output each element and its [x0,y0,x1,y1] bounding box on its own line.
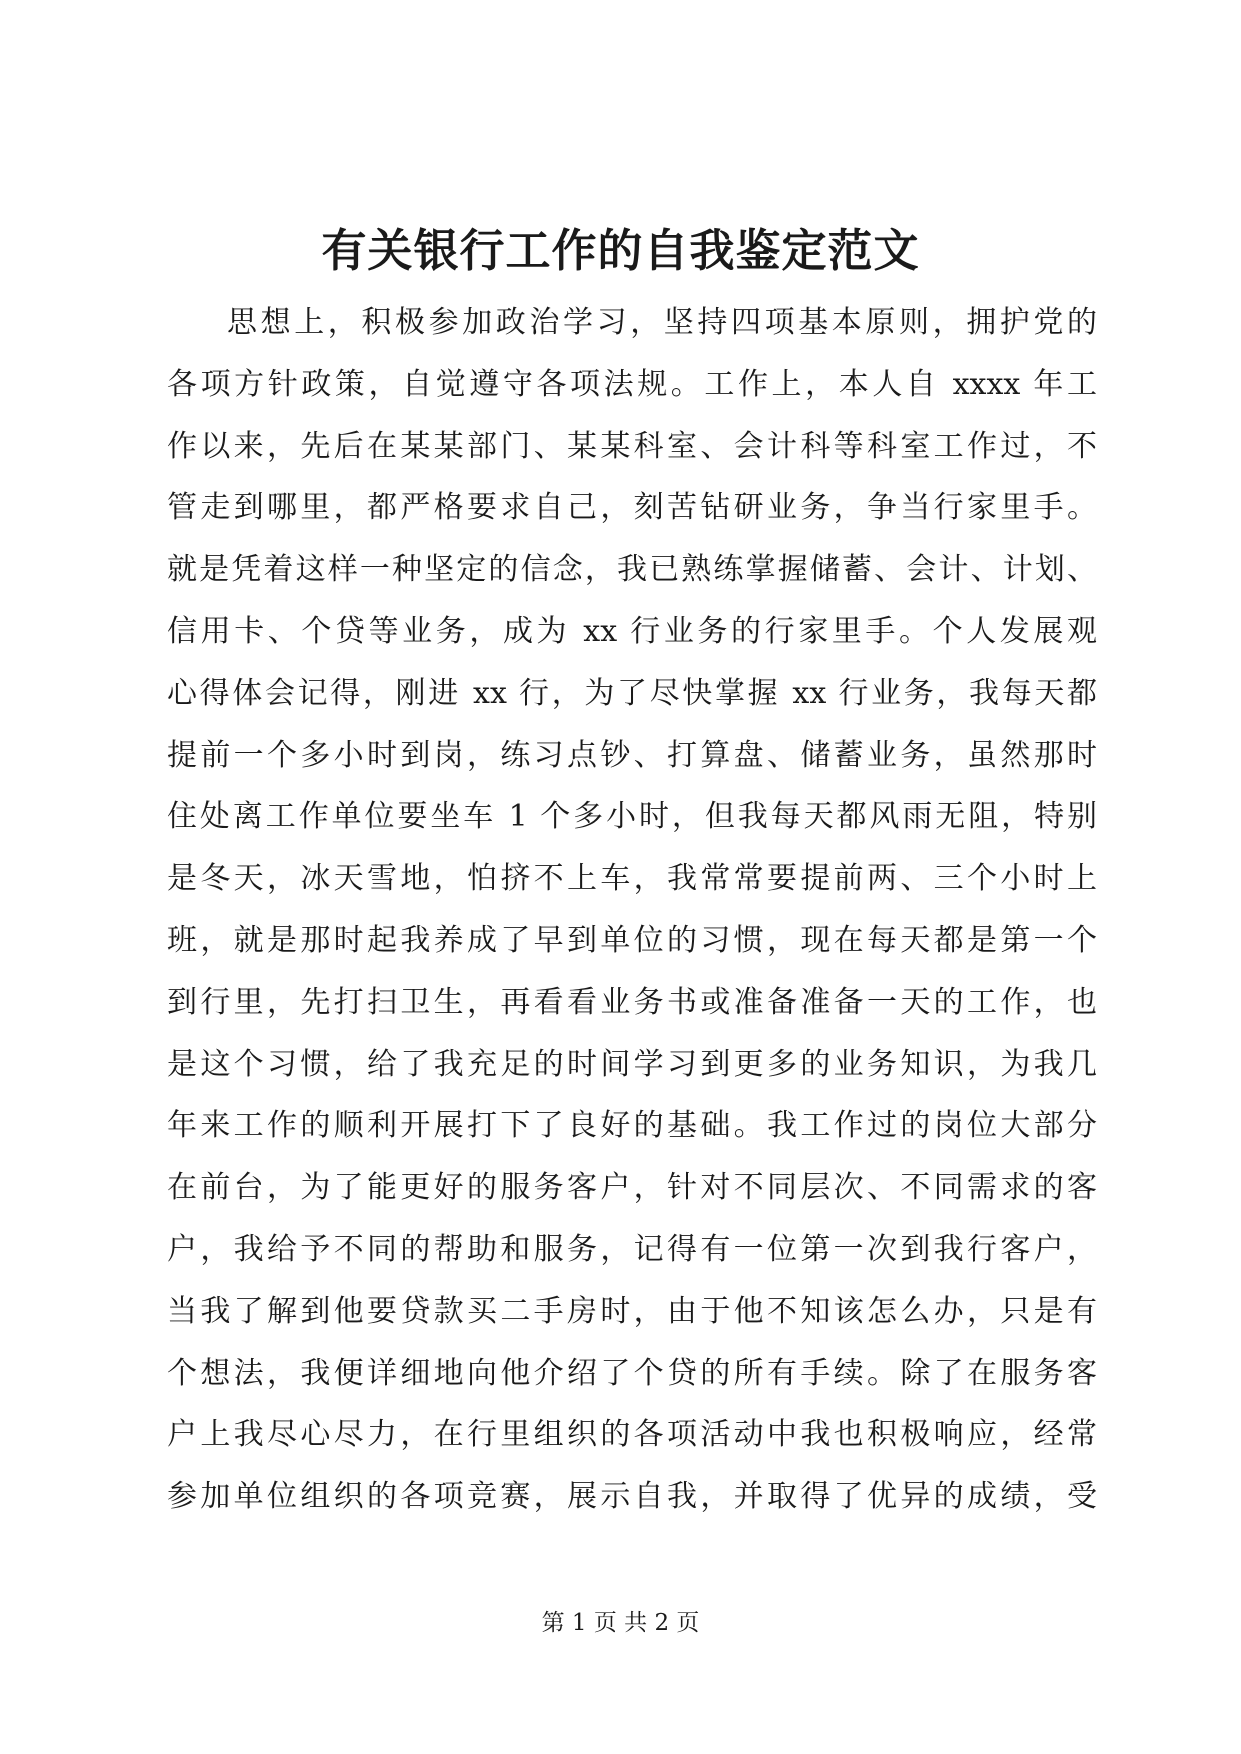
paragraph-line: 作以来，先后在某某部门、某某科室、会计科等科室工作过，不 [167,428,1097,464]
paragraph-line: 年来工作的顺利开展打下了良好的基础。我工作过的岗位大部分 [167,1108,1097,1144]
paragraph-line: 心得体会记得，刚进 xx 行，为了尽快掌握 xx 行业务，我每天都 [167,675,1097,711]
paragraph-line: 住处离工作单位要坐车 1 个多小时，但我每天都风雨无阻，特别 [167,799,1097,835]
paragraph-line: 就是凭着这样一种坚定的信念，我已熟练掌握储蓄、会计、计划、 [167,552,1097,588]
paragraph-line: 参加单位组织的各项竞赛，展示自我，并取得了优异的成绩，受 [167,1479,1097,1515]
paragraph-line: 各项方针政策，自觉遵守各项法规。工作上，本人自 xxxx 年工 [167,366,1097,402]
paragraph-line: 信用卡、个贷等业务，成为 xx 行业务的行家里手。个人发展观 [167,613,1097,649]
paragraph-line: 当我了解到他要贷款买二手房时，由于他不知该怎么办，只是有 [167,1293,1097,1329]
document-title: 有关银行工作的自我鉴定范文 [321,224,920,277]
paragraph-line: 个想法，我便详细地向他介绍了个贷的所有手续。除了在服务客 [167,1355,1097,1391]
paragraph-line: 户上我尽心尽力，在行里组织的各项活动中我也积极响应，经常 [167,1417,1097,1453]
paragraph-line: 管走到哪里，都严格要求自己，刻苦钻研业务，争当行家里手。 [167,490,1097,526]
paragraph-line: 班，就是那时起我养成了早到单位的习惯，现在每天都是第一个 [167,922,1097,958]
paragraph-line: 在前台，为了能更好的服务客户，针对不同层次、不同需求的客 [167,1170,1097,1206]
document-body [167,292,1097,1528]
paragraph-line: 是冬天，冰天雪地，怕挤不上车，我常常要提前两、三个小时上 [167,861,1097,897]
paragraph-line: 户，我给予不同的帮助和服务，记得有一位第一次到我行客户， [167,1231,1097,1267]
page-footer [0,1608,1241,1638]
paragraph-line: 思想上，积极参加政治学习，坚持四项基本原则，拥护党的 [227,305,1097,340]
page-number-indicator: 第 1 页 共 2 页 [541,1610,700,1636]
paragraph-line: 提前一个多小时到岗，练习点钞、打算盘、储蓄业务，虽然那时 [167,737,1097,773]
paragraph-line: 是这个习惯，给了我充足的时间学习到更多的业务知识，为我几 [167,1046,1097,1082]
paragraph-line: 到行里，先打扫卫生，再看看业务书或准备准备一天的工作，也 [167,984,1097,1020]
